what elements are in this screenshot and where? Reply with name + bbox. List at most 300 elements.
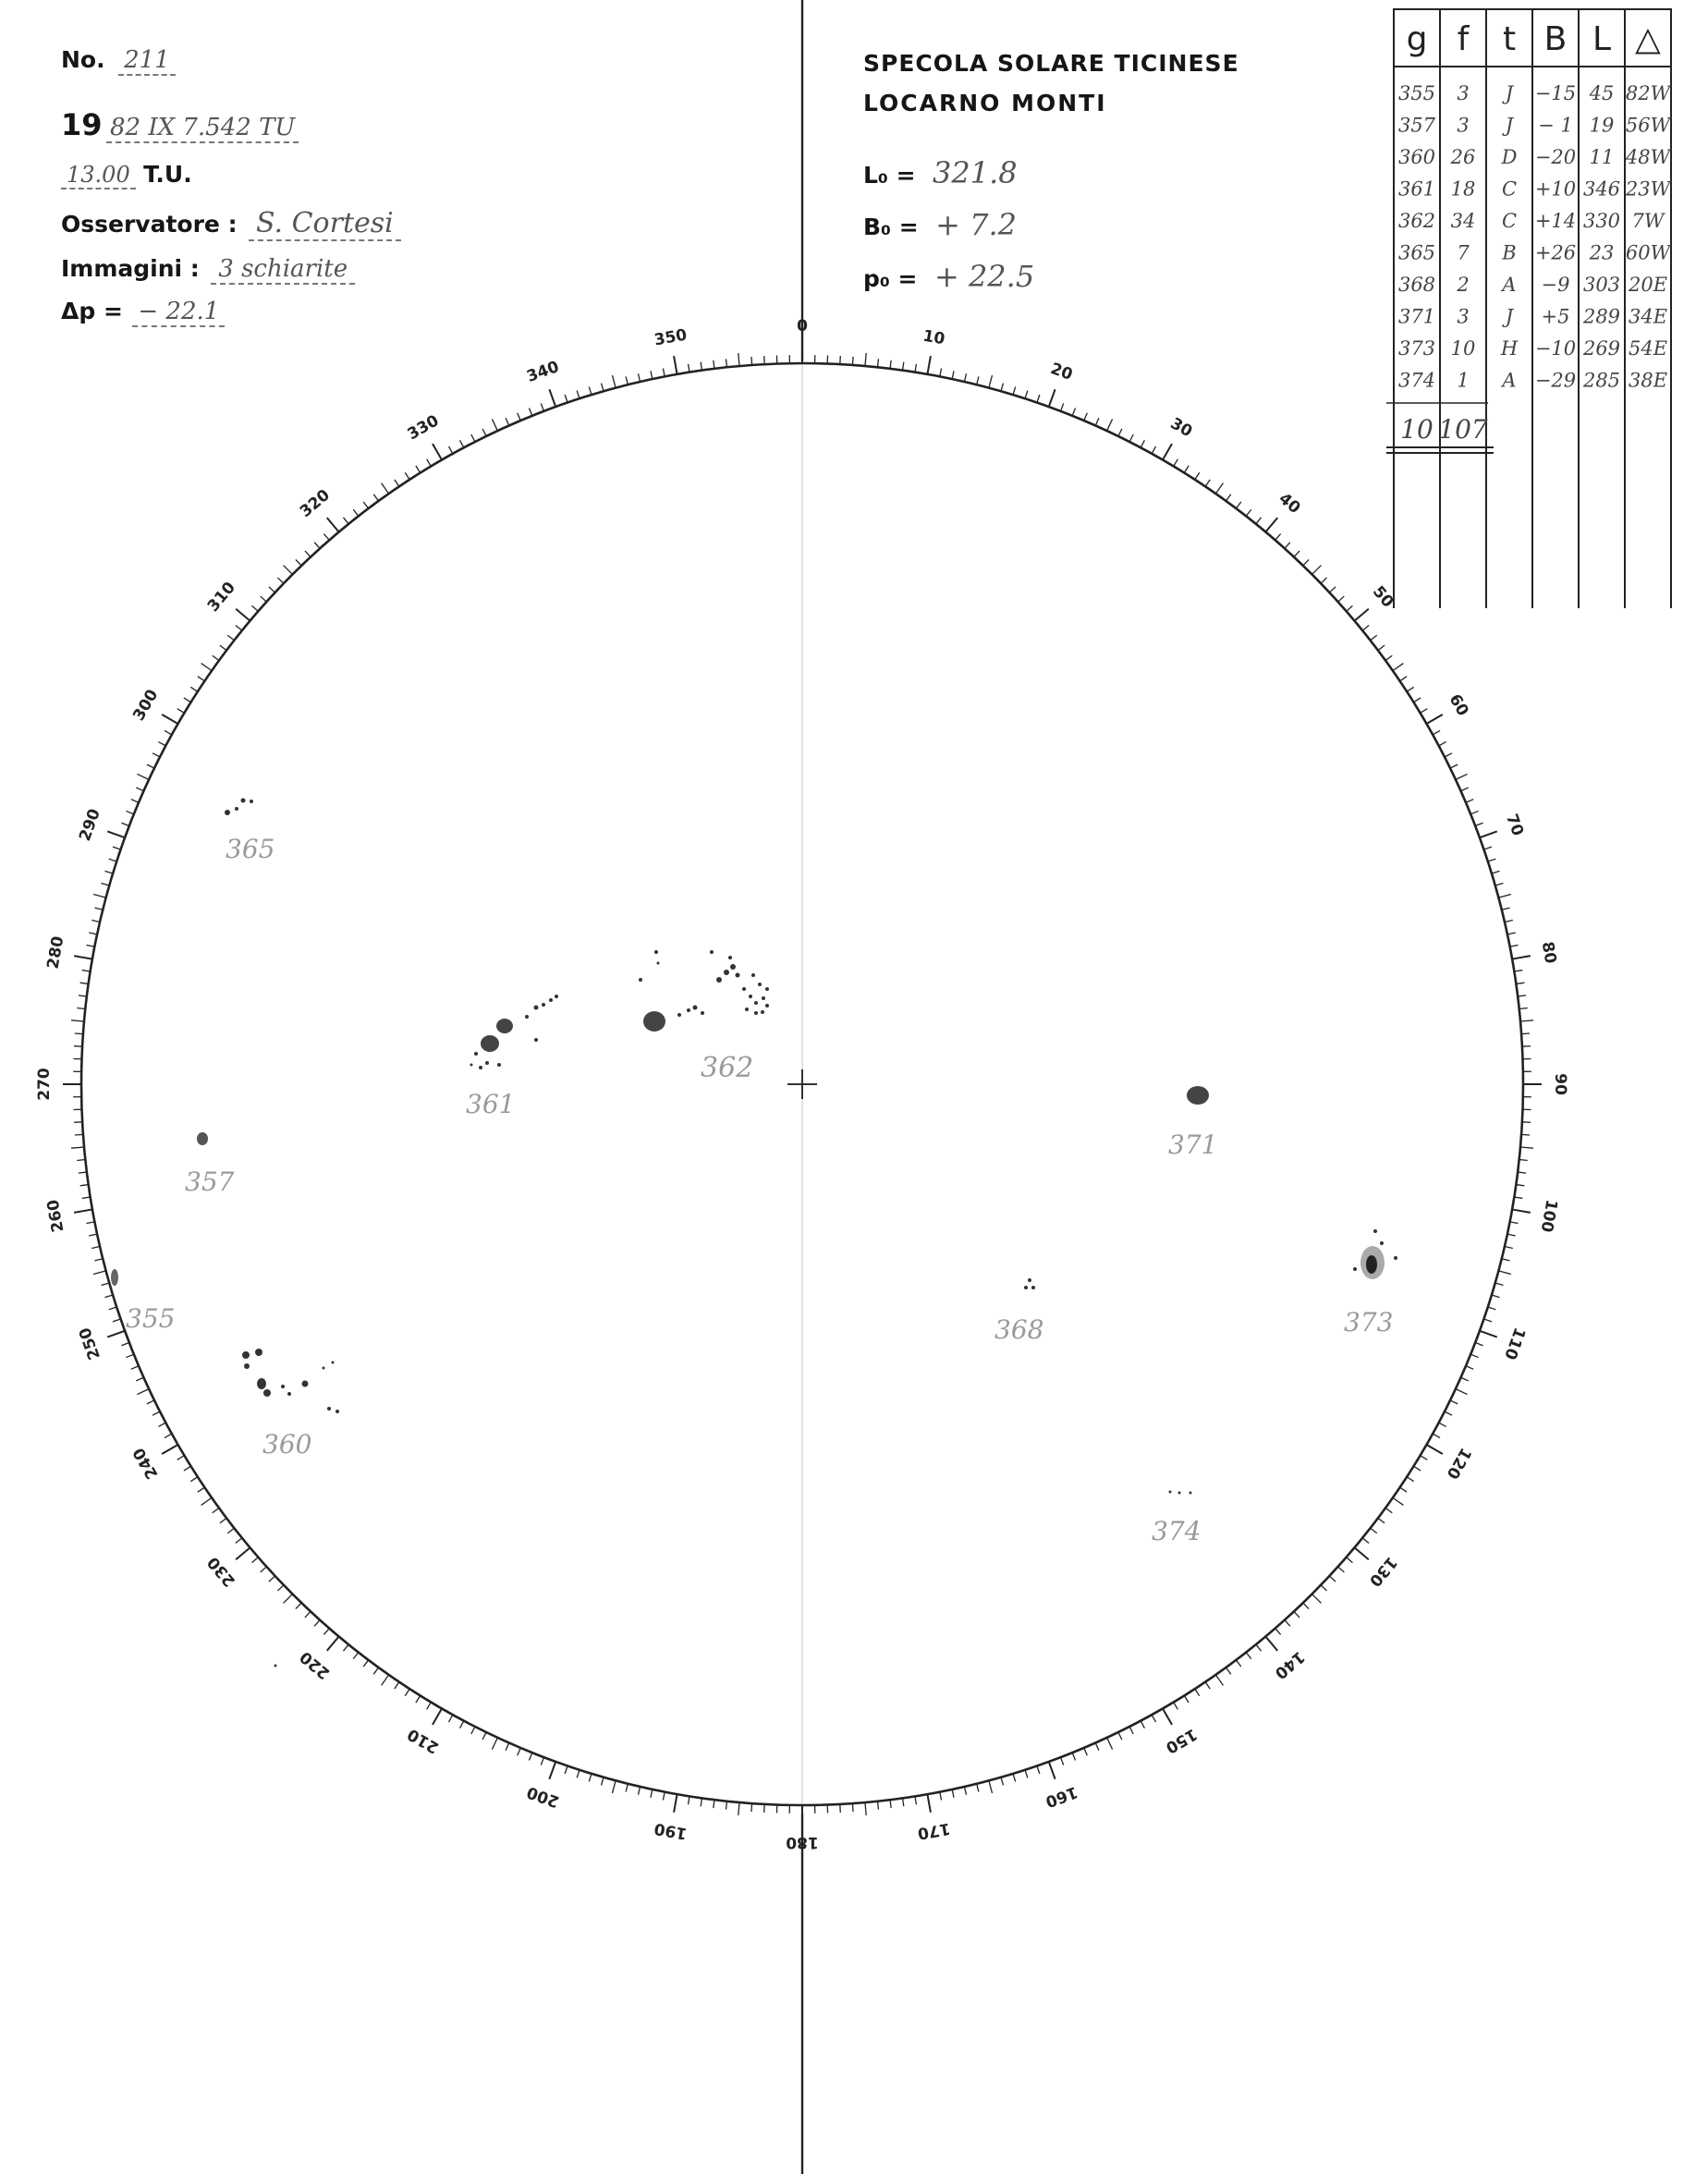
solar-params	[863, 155, 1141, 311]
degree-tick	[201, 1497, 212, 1505]
table-cell: 374	[1397, 369, 1436, 392]
degree-tick	[343, 1644, 348, 1651]
degree-tick	[1385, 1508, 1392, 1512]
degree-tick	[1037, 1766, 1040, 1775]
degree-tick	[323, 1629, 329, 1635]
degree-tick	[1456, 774, 1468, 779]
images-label: Immagini :	[61, 255, 200, 282]
degree-label: 0	[797, 317, 808, 336]
degree-tick	[1520, 1147, 1533, 1148]
table-cell: C	[1501, 210, 1518, 232]
degree-tick	[213, 655, 219, 660]
degree-tick	[492, 1738, 497, 1750]
time-value: 13.00	[61, 162, 136, 189]
degree-tick	[113, 1319, 121, 1322]
table-cell: 357	[1397, 114, 1436, 137]
degree-tick	[1236, 1660, 1240, 1667]
degree-tick	[626, 1784, 628, 1792]
degree-tick	[541, 403, 543, 410]
degree-tick	[1072, 408, 1075, 415]
degree-tick	[940, 368, 942, 376]
degree-tick	[1498, 894, 1511, 898]
degree-tick	[109, 1307, 117, 1310]
degree-tick	[1195, 1689, 1200, 1696]
table-cell: +26	[1534, 241, 1577, 264]
degree-tick	[427, 1703, 432, 1710]
degree-tick	[1385, 655, 1392, 660]
degree-tick	[1426, 714, 1442, 724]
degree-tick	[1362, 1538, 1369, 1544]
degree-tick	[1195, 472, 1200, 480]
degree-tick	[252, 1557, 259, 1563]
degree-tick	[395, 480, 399, 486]
degree-tick	[471, 434, 475, 442]
degree-tick	[1184, 1695, 1189, 1703]
degree-tick	[1025, 1770, 1028, 1778]
degree-tick	[1498, 1271, 1511, 1275]
degree-tick	[1488, 1307, 1496, 1310]
degree-tick	[104, 1295, 113, 1298]
degree-label: 140	[1271, 1647, 1309, 1683]
table-cell: 362	[1397, 210, 1436, 232]
degree-tick	[903, 362, 904, 371]
degree-tick	[1095, 1743, 1099, 1751]
degree-tick	[1470, 811, 1478, 813]
degree-tick	[738, 1802, 739, 1815]
degree-tick	[471, 1727, 475, 1734]
degree-tick	[964, 373, 966, 382]
degree-tick	[1084, 1748, 1088, 1755]
degree-tick	[577, 1770, 580, 1778]
degree-tick	[1484, 847, 1493, 849]
degree-tick	[327, 518, 339, 531]
degree-tick	[80, 1185, 89, 1186]
degree-tick	[903, 1798, 904, 1806]
degree-tick	[227, 635, 234, 641]
degree-label: 230	[203, 1553, 239, 1591]
table-cell: 26	[1450, 146, 1476, 168]
degree-tick	[1519, 1160, 1528, 1161]
degree-tick	[94, 1259, 103, 1261]
degree-tick	[102, 884, 110, 885]
degree-tick	[131, 800, 139, 803]
degree-tick	[363, 1660, 368, 1667]
degree-label: 100	[1536, 1198, 1561, 1234]
p0-label: p₀ =	[863, 265, 918, 292]
degree-tick	[373, 1667, 378, 1674]
degree-tick	[1141, 1721, 1144, 1728]
degree-tick	[1371, 635, 1377, 641]
degree-tick	[663, 368, 665, 376]
table-header-cell: L	[1592, 20, 1612, 58]
degree-tick	[482, 429, 486, 436]
degree-tick	[236, 1547, 250, 1559]
degree-label: 80	[1537, 940, 1560, 966]
degree-tick	[1362, 625, 1369, 630]
group-label-374: 374	[1152, 1516, 1202, 1546]
degree-tick	[1510, 945, 1519, 947]
degree-tick	[1475, 1343, 1482, 1346]
degree-tick	[86, 1222, 94, 1224]
year-prefix: 19	[61, 107, 103, 142]
degree-tick	[663, 1792, 665, 1801]
table-cell: 7	[1457, 241, 1470, 264]
degree-tick	[1413, 698, 1421, 702]
observer-value: S. Cortesi	[249, 207, 401, 241]
degree-tick	[738, 353, 739, 366]
B0-row	[863, 207, 1141, 259]
degree-tick	[363, 502, 368, 508]
group-label-361: 361	[466, 1089, 516, 1119]
degree-tick	[433, 1708, 442, 1724]
degree-tick	[1426, 1445, 1442, 1454]
table-cell: 285	[1582, 369, 1621, 392]
degree-tick	[82, 1197, 91, 1198]
degree-tick	[1163, 444, 1172, 459]
degree-tick	[1107, 419, 1113, 431]
table-cell: 23	[1589, 241, 1615, 264]
degree-tick	[989, 375, 993, 388]
degree-tick	[373, 495, 378, 501]
degree-tick	[1393, 664, 1403, 671]
degree-tick	[1480, 1331, 1497, 1337]
degree-tick	[395, 1682, 399, 1689]
degree-tick	[952, 1789, 954, 1798]
degree-tick	[323, 534, 329, 541]
degree-tick	[1400, 1487, 1407, 1492]
degree-tick	[1433, 730, 1440, 734]
degree-tick	[433, 444, 442, 459]
table-cell: 303	[1582, 274, 1621, 296]
degree-tick	[1141, 440, 1144, 447]
degree-tick	[198, 1487, 204, 1492]
degree-tick	[1152, 1715, 1155, 1722]
degree-tick	[492, 419, 497, 431]
degree-tick	[1495, 1283, 1504, 1285]
degree-tick	[589, 1774, 592, 1782]
degree-label: 130	[1365, 1553, 1401, 1591]
table-cell: −29	[1534, 369, 1577, 392]
degree-tick	[220, 645, 226, 650]
degree-tick	[1413, 1466, 1421, 1471]
group-label-373: 373	[1344, 1307, 1394, 1337]
degree-tick	[651, 371, 653, 379]
degree-tick	[1495, 884, 1504, 885]
degree-tick	[137, 1389, 149, 1395]
degree-tick	[639, 373, 640, 382]
degree-tick	[296, 559, 301, 565]
degree-tick	[158, 1423, 165, 1426]
degree-tick	[1072, 1753, 1075, 1760]
degree-tick	[296, 1603, 301, 1608]
degree-tick	[1205, 480, 1210, 486]
table-cell: 289	[1582, 305, 1621, 328]
degree-tick	[184, 698, 191, 702]
degree-tick	[1246, 509, 1251, 516]
degree-tick	[1433, 1434, 1440, 1437]
table-cell: J	[1505, 305, 1514, 328]
degree-tick	[1407, 687, 1414, 691]
degree-label: 60	[1445, 690, 1472, 720]
degree-tick	[109, 859, 117, 861]
degree-tick	[1246, 1653, 1251, 1659]
table-cell: 373	[1397, 337, 1436, 360]
degree-tick	[79, 1172, 87, 1173]
degree-tick	[152, 1411, 160, 1415]
table-cell: 355	[1397, 82, 1436, 104]
degree-tick	[1461, 1377, 1469, 1381]
observatory-name-line1: SPECOLA SOLARE TICINESE	[863, 50, 1239, 77]
degree-tick	[1378, 1518, 1385, 1522]
table-cell: 18	[1450, 177, 1476, 201]
table-cell: B	[1502, 241, 1517, 264]
degree-tick	[878, 1801, 879, 1810]
degree-tick	[1084, 413, 1088, 421]
degree-tick	[1445, 1411, 1452, 1415]
degree-tick	[137, 774, 149, 779]
degree-label: 160	[1043, 1782, 1080, 1812]
degree-tick	[1129, 434, 1133, 442]
number-label: No.	[61, 46, 105, 73]
degree-tick	[75, 1134, 83, 1135]
degree-tick	[952, 371, 954, 379]
degree-tick	[213, 1508, 219, 1512]
degree-tick	[1215, 1675, 1223, 1685]
degree-tick	[1400, 677, 1407, 681]
degree-tick	[327, 1637, 339, 1651]
degree-tick	[1118, 429, 1122, 436]
degree-tick	[314, 1620, 320, 1627]
degree-tick	[726, 1801, 727, 1810]
degree-tick	[1505, 1246, 1513, 1248]
sunspot-marks	[111, 799, 1397, 1667]
degree-tick	[989, 1780, 993, 1793]
degree-tick	[541, 1757, 543, 1765]
degree-tick	[92, 921, 100, 922]
group-label-357: 357	[185, 1166, 235, 1197]
degree-tick	[1520, 1020, 1533, 1021]
degree-tick	[865, 353, 866, 366]
degree-tick	[1347, 1557, 1353, 1563]
table-cell: 371	[1397, 305, 1436, 328]
table-cell: J	[1505, 82, 1514, 104]
degree-tick	[1049, 389, 1055, 407]
table-header-cell: f	[1457, 20, 1470, 58]
degree-tick	[382, 483, 389, 494]
degree-label: 330	[404, 411, 443, 445]
degree-tick	[1450, 1400, 1458, 1404]
degree-tick	[177, 1456, 185, 1460]
degree-label: 70	[1502, 812, 1527, 839]
table-cell: 346	[1582, 177, 1621, 201]
degree-tick	[1329, 587, 1336, 592]
table-header-cell: t	[1502, 20, 1517, 58]
degree-tick	[1294, 1611, 1299, 1618]
degree-tick	[1303, 1603, 1309, 1608]
degree-tick	[1475, 823, 1482, 825]
table-cell: 1	[1457, 369, 1470, 392]
degree-tick	[201, 664, 212, 671]
degree-tick	[1312, 1594, 1322, 1604]
table-cell: 7W	[1631, 210, 1665, 232]
L0-label: L₀ =	[863, 162, 916, 189]
degree-tick	[1338, 596, 1345, 602]
degree-tick	[236, 1538, 242, 1544]
degree-tick	[77, 1008, 85, 1009]
degree-tick	[701, 362, 702, 371]
table-cell: −9	[1541, 274, 1570, 296]
table-cell: −20	[1534, 146, 1577, 168]
degree-tick	[1215, 483, 1223, 494]
degree-tick	[674, 356, 677, 374]
degree-tick	[269, 587, 275, 592]
degree-tick	[1512, 1209, 1531, 1212]
degree-label: 270	[35, 1068, 54, 1101]
degree-tick	[405, 1689, 409, 1696]
degree-tick	[353, 509, 359, 516]
degree-tick	[382, 1675, 389, 1685]
degree-tick	[1294, 551, 1299, 557]
degree-tick	[107, 1331, 125, 1337]
degree-tick	[314, 543, 320, 549]
table-total-cell: 107	[1438, 414, 1488, 445]
degree-tick	[1226, 1667, 1230, 1674]
L0-value: 321.8	[932, 155, 1018, 190]
degree-tick	[1507, 933, 1516, 934]
degree-tick	[977, 1784, 979, 1792]
degree-tick	[236, 625, 242, 630]
degree-tick	[126, 811, 133, 813]
table-cell: C	[1501, 177, 1518, 201]
p0-row	[863, 259, 1141, 311]
table-cell: 54E	[1628, 337, 1668, 360]
table-total-cell: 10	[1400, 414, 1434, 445]
degree-tick	[113, 847, 121, 849]
degree-tick	[121, 823, 128, 825]
table-cell: H	[1500, 337, 1519, 360]
table-cell: 34E	[1628, 305, 1668, 328]
degree-tick	[1371, 1528, 1377, 1533]
table-cell: 38E	[1628, 369, 1668, 392]
degree-tick	[1329, 1576, 1336, 1582]
degree-label: 310	[203, 578, 239, 616]
degree-tick	[927, 356, 930, 374]
degree-tick	[86, 945, 94, 947]
degree-tick	[252, 605, 259, 611]
degree-tick	[165, 730, 172, 734]
degree-tick	[626, 376, 628, 385]
degree-label: 190	[653, 1818, 689, 1843]
group-label-355: 355	[126, 1303, 176, 1334]
degree-tick	[964, 1787, 966, 1795]
degree-tick	[74, 1209, 92, 1212]
degree-tick	[1502, 908, 1510, 910]
degree-tick	[589, 386, 592, 395]
degree-tick	[1163, 1708, 1172, 1724]
degree-tick	[1393, 1497, 1403, 1505]
degree-tick	[190, 1477, 198, 1482]
table-cell: 361	[1397, 177, 1436, 201]
table-cell: 48W	[1625, 146, 1671, 168]
degree-tick	[448, 446, 452, 454]
degree-tick	[1505, 921, 1513, 922]
degree-tick	[915, 364, 916, 373]
table-cell: 269	[1582, 337, 1621, 360]
degree-tick	[1439, 1423, 1446, 1426]
degree-tick	[1061, 1757, 1064, 1765]
degree-tick	[1480, 831, 1497, 837]
degree-tick	[305, 551, 311, 557]
degree-tick	[1174, 459, 1178, 467]
group-label-368: 368	[994, 1314, 1044, 1345]
B0-label: B₀ =	[863, 214, 919, 240]
degree-tick	[1265, 1637, 1277, 1651]
group-label-365: 365	[226, 834, 275, 864]
table-cell: 3	[1457, 305, 1470, 328]
table-cell: 360	[1397, 146, 1436, 168]
degree-label: 290	[75, 806, 104, 844]
degree-tick	[107, 831, 125, 837]
degree-label: 340	[524, 357, 562, 386]
table-cell: −15	[1534, 82, 1577, 104]
table-cell: −10	[1534, 337, 1577, 360]
degree-label: 40	[1275, 489, 1304, 519]
time-row	[61, 161, 192, 188]
degree-tick	[277, 1585, 283, 1591]
degree-tick	[460, 440, 464, 447]
degree-tick	[651, 1789, 653, 1798]
degree-tick	[1461, 788, 1469, 791]
delta-p-value: − 22.1	[132, 298, 225, 327]
degree-label: 180	[786, 1833, 819, 1851]
degree-tick	[1236, 502, 1240, 508]
degree-tick	[284, 566, 293, 575]
degree-tick	[1355, 1547, 1369, 1559]
degree-tick	[184, 1466, 191, 1471]
degree-tick	[284, 1594, 293, 1604]
degree-tick	[751, 1803, 752, 1812]
degree-tick	[1507, 1234, 1516, 1236]
degree-tick	[927, 1794, 930, 1813]
B0-value: + 7.2	[935, 207, 1017, 242]
group-label-360: 360	[262, 1429, 312, 1460]
degree-tick	[639, 1787, 640, 1795]
degree-tick	[1347, 605, 1353, 611]
summary-table-totals	[1400, 414, 1488, 445]
degree-tick	[1001, 384, 1003, 392]
degree-tick	[852, 357, 853, 365]
degree-tick	[1013, 386, 1016, 395]
degree-tick	[565, 395, 567, 403]
degree-tick	[190, 687, 198, 691]
degree-tick	[1466, 1366, 1473, 1370]
degree-tick	[93, 894, 106, 898]
table-cell: − 1	[1538, 114, 1573, 137]
degree-tick	[1484, 1319, 1493, 1322]
degree-tick	[890, 360, 891, 369]
degree-label: 170	[916, 1818, 952, 1843]
observer-label: Osservatore :	[61, 211, 238, 238]
degree-tick	[1118, 1732, 1122, 1740]
degree-tick	[305, 1611, 311, 1618]
degree-label: 250	[75, 1325, 104, 1362]
degree-tick	[1001, 1777, 1003, 1786]
degree-tick	[1456, 1389, 1468, 1395]
degree-tick	[1184, 466, 1189, 473]
degree-tick	[1049, 1762, 1055, 1779]
degree-label: 90	[1551, 1073, 1569, 1095]
degree-tick	[529, 1753, 531, 1760]
